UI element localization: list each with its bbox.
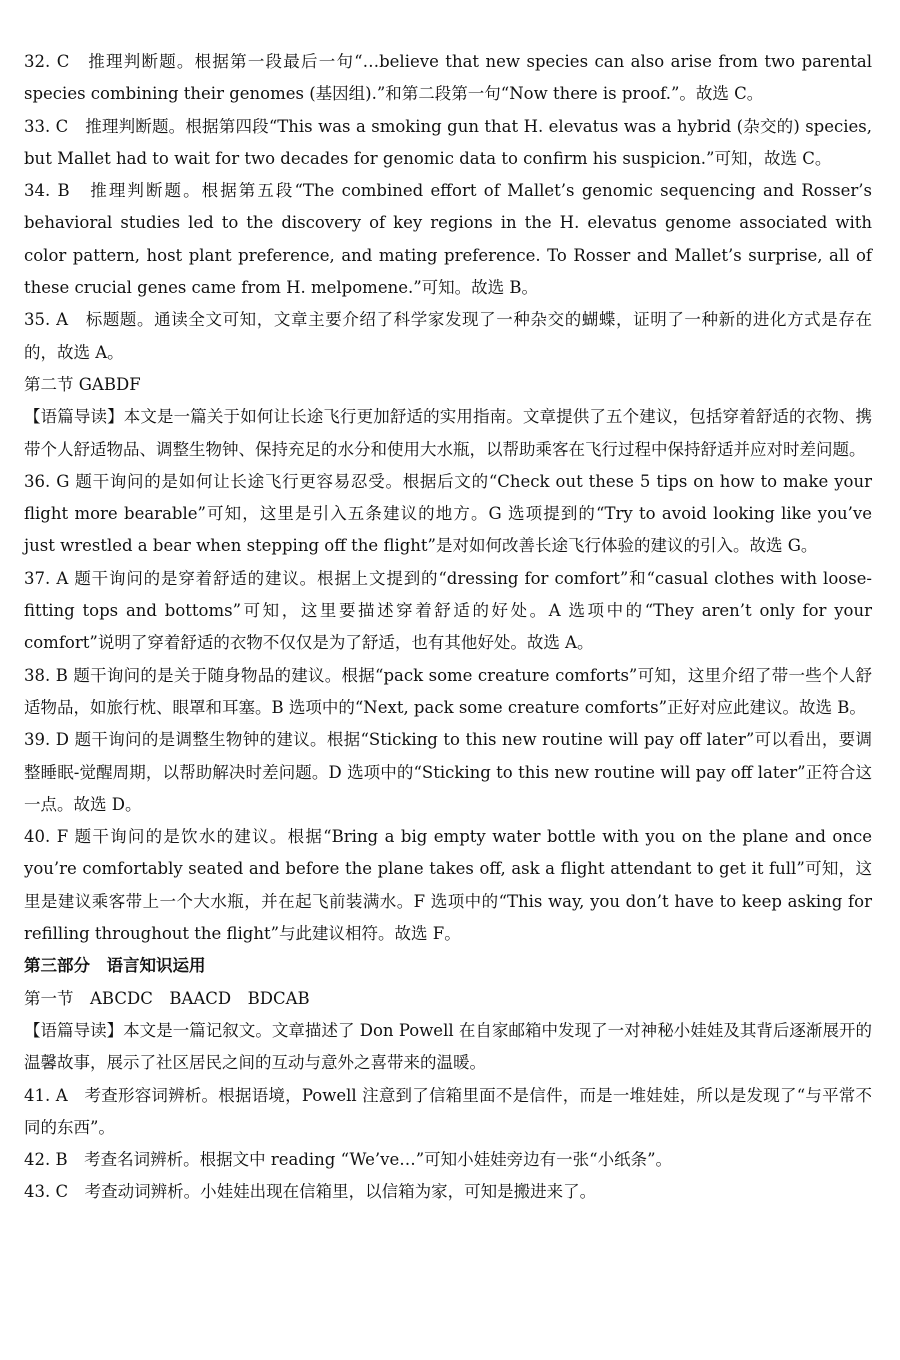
answer-32: 32. C 推理判断题。根据第一段最后一句“…believe that new species can also arise from two parental species combining their genomes (基因组).”和第二段第一句“Now there is proof.”。故选 C。: [24, 52, 872, 104]
section-1-heading: 第一节 ABCDC BAACD BDCAB: [24, 988, 310, 1008]
answer-42: 42. B 考查名词辨析。根据文中 reading “We’ve…”可知小娃娃旁边有一张“小纸条”。: [24, 1150, 673, 1170]
answer-34: 34. B 推理判断题。根据第五段“The combined effort of Mallet’s genomic sequencing and Rosser’s behavioral studies led to the discovery of key regions in the H. elevatus genome associated with color pattern, host plant preference, and mating preference. To Rosser and Mallet’s surprise, all of these crucial genes came from H. melpomene.”可知。故选 B。: [24, 181, 872, 298]
passage-guide-section-2: 【语篇导读】本文是一篇关于如何让长途飞行更加舒适的实用指南。文章提供了五个建议，包括穿着舒适的衣物、携带个人舒适物品、调整生物钟、保持充足的水分和使用大水瓶，以帮助乘客在飞行过程中保持舒适并应对时差问题。: [24, 407, 872, 459]
answer-33: 33. C 推理判断题。根据第四段“This was a smoking gun that H. elevatus was a hybrid (杂交的) species, but Mallet had to wait for two decades for genomic data to confirm his suspicion.”可知，故选 C。: [24, 116, 872, 168]
part-3-heading: 第三部分 语言知识运用: [24, 956, 206, 976]
section-2-heading: 第二节 GABDF: [24, 374, 141, 394]
answer-39: 39. D 题干询问的是调整生物钟的建议。根据“Sticking to this new routine will pay off later”可以看出，要调整睡眠-觉醒周期，以帮助解决时差问题。D 选项中的“Sticking to this new routine will pay off later”正符合这一点。故选 D。: [24, 730, 872, 814]
answer-explanation-page: [24, 46, 872, 1209]
answer-35: 35. A 标题题。通读全文可知，文章主要介绍了科学家发现了一种杂交的蝴蝶，证明了一种新的进化方式是存在的，故选 A。: [24, 310, 872, 362]
passage-guide-part-3: 【语篇导读】本文是一篇记叙文。文章描述了 Don Powell 在自家邮箱中发现了一对神秘小娃娃及其背后逐渐展开的温馨故事，展示了社区居民之间的互动与意外之喜带来的温暖。: [24, 1020, 872, 1073]
answer-43: 43. C 考查动词辨析。小娃娃出现在信箱里，以信箱为家，可知是搬进来了。: [24, 1182, 597, 1202]
answer-41: 41. A 考查形容词辨析。根据语境，Powell 注意到了信箱里面不是信件，而是一堆娃娃，所以是发现了“与平常不同的东西”。: [24, 1085, 872, 1137]
answer-37: 37. A 题干询问的是穿着舒适的建议。根据上文提到的“dressing for comfort”和“casual clothes with loose-fitting tops and bottoms”可知，这里要描述穿着舒适的好处。A 选项中的“They aren’t only for your comfort”说明了穿着舒适的衣物不仅仅是为了舒适，也有其他好处。故选 A。: [24, 568, 872, 653]
answer-40: 40. F 题干询问的是饮水的建议。根据“Bring a big empty water bottle with you on the plane and once you’re comfortably seated and before the plane takes off, ask a flight attendant to get it full”可知，这里是建议乘客带上一个大水瓶，并在起飞前装满水。F 选项中的“This way, you don’t have to keep asking for refilling throughout the flight”与此建议相符。故选 F。: [24, 827, 872, 944]
answer-36: 36. G 题干询问的是如何让长途飞行更容易忍受。根据后文的“Check out these 5 tips on how to make your flight more bearable”可知，这里是引入五条建议的地方。G 选项提到的“Try to avoid looking like you’ve just wrestled a bear when stepping off the flight”是对如何改善长途飞行体验的建议的引入。故选 G。: [24, 471, 872, 556]
answer-38: 38. B 题干询问的是关于随身物品的建议。根据“pack some creature comforts”可知，这里介绍了带一些个人舒适物品，如旅行枕、眼罩和耳塞。B 选项中的“Next, pack some creature comforts”正好对应此建议。故选 B。: [24, 665, 872, 717]
